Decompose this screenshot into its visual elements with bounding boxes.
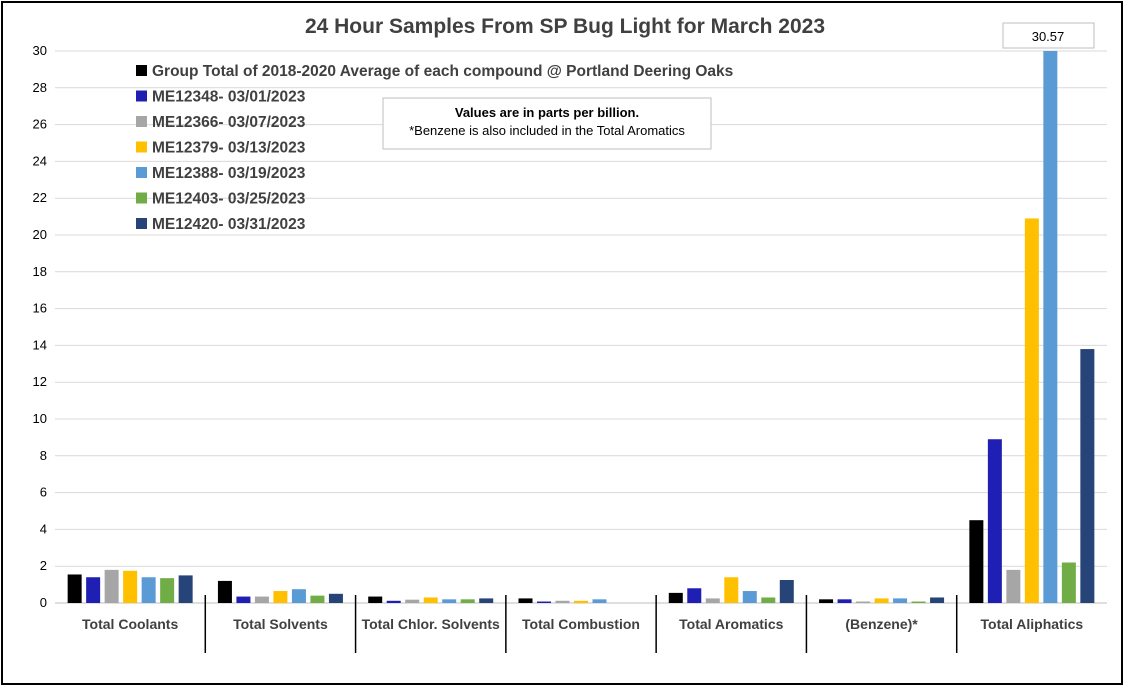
bar: [1025, 218, 1039, 603]
bar: [706, 598, 720, 603]
bar: [405, 600, 419, 603]
bar: [988, 439, 1002, 603]
y-tick-label: 8: [39, 447, 47, 463]
bar: [461, 599, 475, 603]
bar: [160, 578, 174, 603]
bar: [893, 598, 907, 603]
legend-swatch: [136, 142, 147, 153]
y-tick-label: 14: [32, 337, 47, 353]
bar: [856, 602, 870, 603]
bar: [687, 588, 701, 603]
x-category-label: Total Aliphatics: [980, 616, 1084, 632]
bar: [123, 571, 137, 603]
y-axis: [33, 43, 47, 610]
legend-label: ME12420- 03/31/2023: [152, 216, 306, 233]
clipped-value-callout: [1003, 23, 1094, 48]
x-category-label: Total Aromatics: [679, 616, 784, 632]
bar: [218, 581, 232, 603]
y-tick-label: 26: [32, 116, 47, 132]
bar: [329, 594, 343, 603]
bar: [310, 596, 324, 603]
bar: [593, 599, 607, 603]
legend-label: ME12403- 03/25/2023: [152, 190, 306, 208]
bar: [574, 601, 588, 603]
bar: [875, 598, 889, 603]
x-axis: [82, 595, 1083, 653]
y-tick-label: 0: [39, 595, 47, 610]
bar: [1062, 563, 1076, 603]
legend-swatch: [136, 218, 147, 229]
x-category-label: Total Chlor. Solvents: [361, 616, 500, 632]
bar: [273, 591, 287, 603]
x-category-label: (Benzene)*: [845, 616, 918, 632]
y-tick-label: 4: [39, 521, 47, 537]
bar: [743, 591, 757, 603]
legend-swatch: [136, 91, 147, 102]
bar: [819, 599, 833, 603]
note-units: Values are in parts per billion.: [454, 105, 640, 120]
bar: [68, 574, 82, 603]
bar: [930, 597, 944, 603]
bar: [179, 575, 193, 603]
y-tick-label: 18: [32, 263, 47, 279]
legend-swatch: [136, 193, 147, 204]
bar: [780, 580, 794, 603]
x-category-label: Total Combustion: [522, 616, 640, 632]
legend-swatch: [136, 116, 147, 127]
chart-frame: [1, 1, 1123, 685]
chart-title: 24 Hour Samples From SP Bug Light for March 2023: [304, 15, 826, 38]
bar: [255, 597, 269, 603]
y-tick-label: 22: [32, 190, 47, 206]
y-tick-label: 30: [32, 43, 47, 58]
bar: [479, 598, 493, 603]
x-category-label: Total Coolants: [82, 616, 179, 632]
bar: [1043, 51, 1057, 603]
bar: [912, 602, 926, 603]
bar: [236, 597, 250, 603]
bar: [838, 599, 852, 603]
bar: [969, 520, 983, 603]
bar: [1080, 349, 1094, 603]
legend-label: ME12379- 03/13/2023: [152, 139, 306, 157]
bar: [142, 577, 156, 603]
bar: [387, 601, 401, 603]
y-tick-label: 2: [39, 558, 47, 574]
bar: [556, 601, 570, 603]
bar: [1006, 570, 1020, 603]
legend-swatch: [136, 65, 147, 76]
y-tick-label: 24: [32, 153, 47, 169]
clipped-value-label: 30.57: [1031, 29, 1065, 44]
bar: [424, 597, 438, 603]
bar-chart: [3, 3, 1121, 683]
x-category-label: Total Solvents: [233, 616, 328, 632]
note-benzene: *Benzene is also included in the Total Aromatics: [409, 123, 685, 138]
note-box: [383, 98, 711, 149]
y-tick-label: 10: [32, 411, 47, 426]
y-tick-label: 28: [32, 79, 47, 95]
bar: [761, 597, 775, 603]
y-tick-label: 6: [39, 484, 47, 500]
legend-label: ME12388- 03/19/2023: [152, 165, 306, 182]
bar: [519, 598, 533, 603]
bar: [724, 577, 738, 603]
bar: [442, 599, 456, 603]
legend-label: ME12348- 03/01/2023: [152, 88, 306, 106]
bar: [105, 570, 119, 603]
y-tick-label: 12: [32, 374, 47, 390]
legend-label: Group Total of 2018-2020 Average of each compound @ Portland Deering Oaks: [152, 63, 734, 80]
y-tick-label: 16: [32, 300, 47, 316]
bar: [669, 593, 683, 603]
bar: [537, 602, 551, 603]
y-tick-label: 20: [32, 227, 47, 242]
bar: [368, 597, 382, 603]
legend-label: ME12366- 03/07/2023: [152, 114, 306, 131]
bar: [86, 577, 100, 603]
bar: [292, 589, 306, 603]
legend-swatch: [136, 167, 147, 178]
